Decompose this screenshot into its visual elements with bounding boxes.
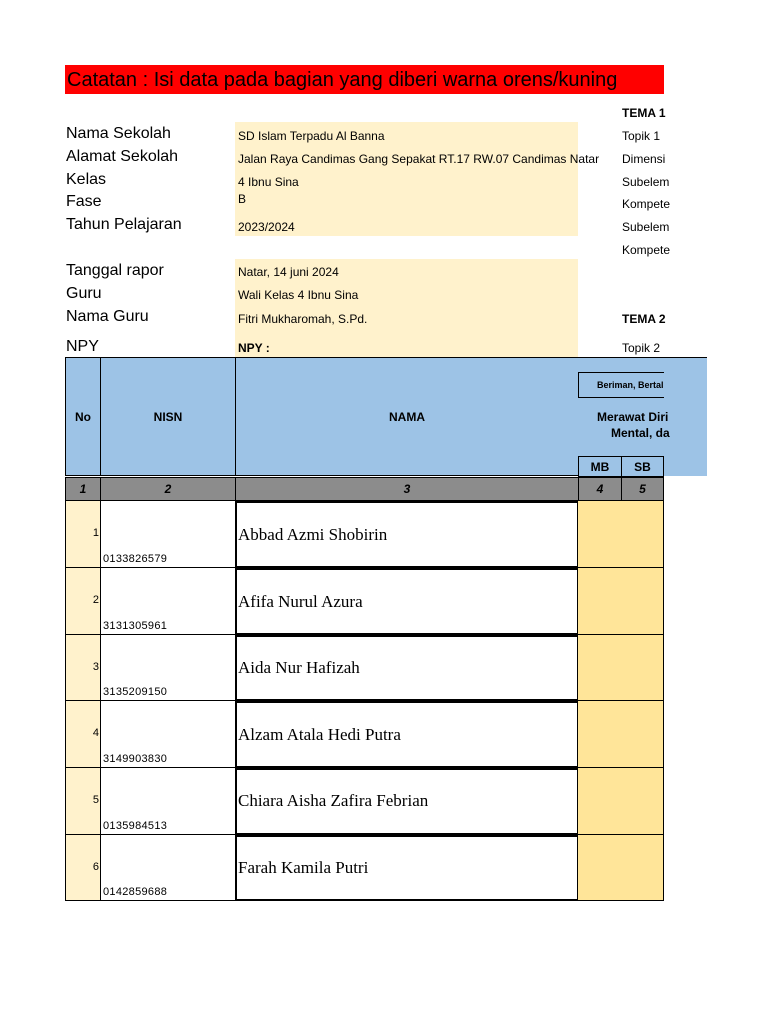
row-nama: Alzam Atala Hedi Putra xyxy=(238,725,401,744)
row-nama: Abbad Azmi Shobirin xyxy=(238,525,388,544)
teacher-name-label: Nama Guru xyxy=(66,308,149,325)
colnum-1-text: 1 xyxy=(79,482,87,496)
note-banner: Catatan : Isi data pada bagian yang diberi warna orens/kuning xyxy=(65,65,664,94)
row-nisn-cell[interactable] xyxy=(100,635,236,701)
row-mb-cell[interactable] xyxy=(578,835,622,901)
colnum-1 xyxy=(65,477,101,501)
row-no: 6 xyxy=(92,861,99,873)
topik2-label: Topik 2 xyxy=(622,341,661,355)
npy-label: NPY xyxy=(66,338,99,355)
dimensi-label: Dimensi xyxy=(622,152,666,166)
colnum-5 xyxy=(621,477,664,501)
school-name-label: Nama Sekolah xyxy=(66,125,171,142)
phase-value[interactable]: B xyxy=(238,192,247,206)
tema2-label: TEMA 2 xyxy=(622,312,666,326)
row-nisn: 3135209150 xyxy=(103,686,168,698)
colnum-2 xyxy=(100,477,236,501)
row-nama-cell[interactable] xyxy=(235,835,579,901)
phase-label: Fase xyxy=(66,193,102,210)
row-nama-cell[interactable] xyxy=(235,701,579,768)
row-no-cell xyxy=(65,568,101,635)
teacher-value[interactable]: Wali Kelas 4 Ibnu Sina xyxy=(238,288,359,302)
row-nisn-cell[interactable] xyxy=(100,835,236,901)
row-mb-cell[interactable] xyxy=(578,768,622,835)
row-nama-cell[interactable] xyxy=(235,768,579,835)
row-nisn-cell[interactable] xyxy=(100,701,236,768)
header-sb xyxy=(621,456,664,477)
npy-value[interactable]: NPY : xyxy=(238,341,270,355)
header-no-text: No xyxy=(75,409,91,424)
row-nisn-cell[interactable] xyxy=(100,568,236,635)
row-nama: Afifa Nurul Azura xyxy=(238,592,363,611)
class-value[interactable]: 4 Ibnu Sina xyxy=(238,175,299,189)
header-nisn-text: NISN xyxy=(153,409,183,424)
kompetensi2-label: Kompete xyxy=(622,243,671,257)
row-nama: Farah Kamila Putri xyxy=(238,858,369,877)
row-nisn: 3149903830 xyxy=(103,753,168,765)
row-nama-cell[interactable] xyxy=(235,501,579,568)
colnum-5-text: 5 xyxy=(639,482,646,496)
school-address-value[interactable]: Jalan Raya Candimas Gang Sepakat RT.17 RW.07 Candimas Natar xyxy=(238,152,600,166)
row-mb-cell[interactable] xyxy=(578,501,622,568)
row-nama-cell[interactable] xyxy=(235,635,579,701)
row-no-cell xyxy=(65,768,101,835)
report-date-label: Tanggal rapor xyxy=(66,262,164,279)
row-no: 1 xyxy=(92,527,99,539)
row-nisn: 0142859688 xyxy=(103,886,168,898)
row-no: 4 xyxy=(92,727,99,739)
tema1-label: TEMA 1 xyxy=(622,106,666,120)
row-sb-cell[interactable] xyxy=(621,768,664,835)
row-nisn-cell[interactable] xyxy=(100,501,236,568)
teacher-label: Guru xyxy=(66,285,102,302)
colnum-3-text: 3 xyxy=(403,482,411,496)
row-nama-cell[interactable] xyxy=(235,568,579,635)
row-no-cell xyxy=(65,701,101,768)
row-nama: Aida Nur Hafizah xyxy=(238,658,360,677)
row-sb-cell[interactable] xyxy=(621,701,664,768)
header-mb-text: MB xyxy=(590,459,610,474)
row-nama: Chiara Aisha Zafira Febrian xyxy=(238,791,429,810)
row-mb-cell[interactable] xyxy=(578,635,622,701)
header-nama xyxy=(235,357,579,476)
year-label: Tahun Pelajaran xyxy=(66,216,182,233)
row-mb-cell[interactable] xyxy=(578,568,622,635)
row-no: 3 xyxy=(92,661,99,673)
header-mb xyxy=(578,456,622,477)
year-value[interactable]: 2023/2024 xyxy=(238,220,295,234)
colnum-4-text: 4 xyxy=(596,482,604,496)
subelemen1-label: Subelem xyxy=(622,175,670,189)
header-no xyxy=(65,357,101,476)
row-sb-cell[interactable] xyxy=(621,568,664,635)
header-nisn xyxy=(100,357,236,476)
header-sub-line2: Mental, da xyxy=(611,426,670,440)
subelemen2-label: Subelem xyxy=(622,220,670,234)
report-date-value[interactable]: Natar, 14 juni 2024 xyxy=(238,265,339,279)
header-group-text: Beriman, Bertal xyxy=(597,380,664,390)
row-sb-cell[interactable] xyxy=(621,501,664,568)
school-name-value[interactable]: SD Islam Terpadu Al Banna xyxy=(238,129,385,143)
row-no: 2 xyxy=(92,594,99,606)
row-nisn-cell[interactable] xyxy=(100,768,236,835)
header-group-text-wrap xyxy=(597,380,664,390)
topik1-label: Topik 1 xyxy=(622,129,661,143)
row-sb-cell[interactable] xyxy=(621,835,664,901)
row-sb-cell[interactable] xyxy=(621,635,664,701)
school-address-label: Alamat Sekolah xyxy=(66,148,179,165)
row-no-cell xyxy=(65,501,101,568)
teacher-name-value[interactable]: Fitri Mukharomah, S.Pd. xyxy=(238,312,368,326)
colnum-3 xyxy=(235,477,579,501)
colnum-2-text: 2 xyxy=(164,482,172,496)
header-sb-text: SB xyxy=(634,459,651,474)
header-sub-line1: Merawat Diri xyxy=(597,410,669,424)
header-nama-text: NAMA xyxy=(389,409,425,424)
row-mb-cell[interactable] xyxy=(578,701,622,768)
class-label: Kelas xyxy=(66,171,107,188)
row-no-cell xyxy=(65,835,101,901)
row-nisn: 0133826579 xyxy=(103,553,168,565)
row-nisn: 0135984513 xyxy=(103,820,168,832)
row-nisn: 3131305961 xyxy=(103,620,168,632)
header-sub-wrap xyxy=(578,409,670,441)
row-no: 5 xyxy=(92,794,99,806)
kompetensi1-label: Kompete xyxy=(622,197,671,211)
colnum-4 xyxy=(578,477,622,501)
row-no-cell xyxy=(65,635,101,701)
